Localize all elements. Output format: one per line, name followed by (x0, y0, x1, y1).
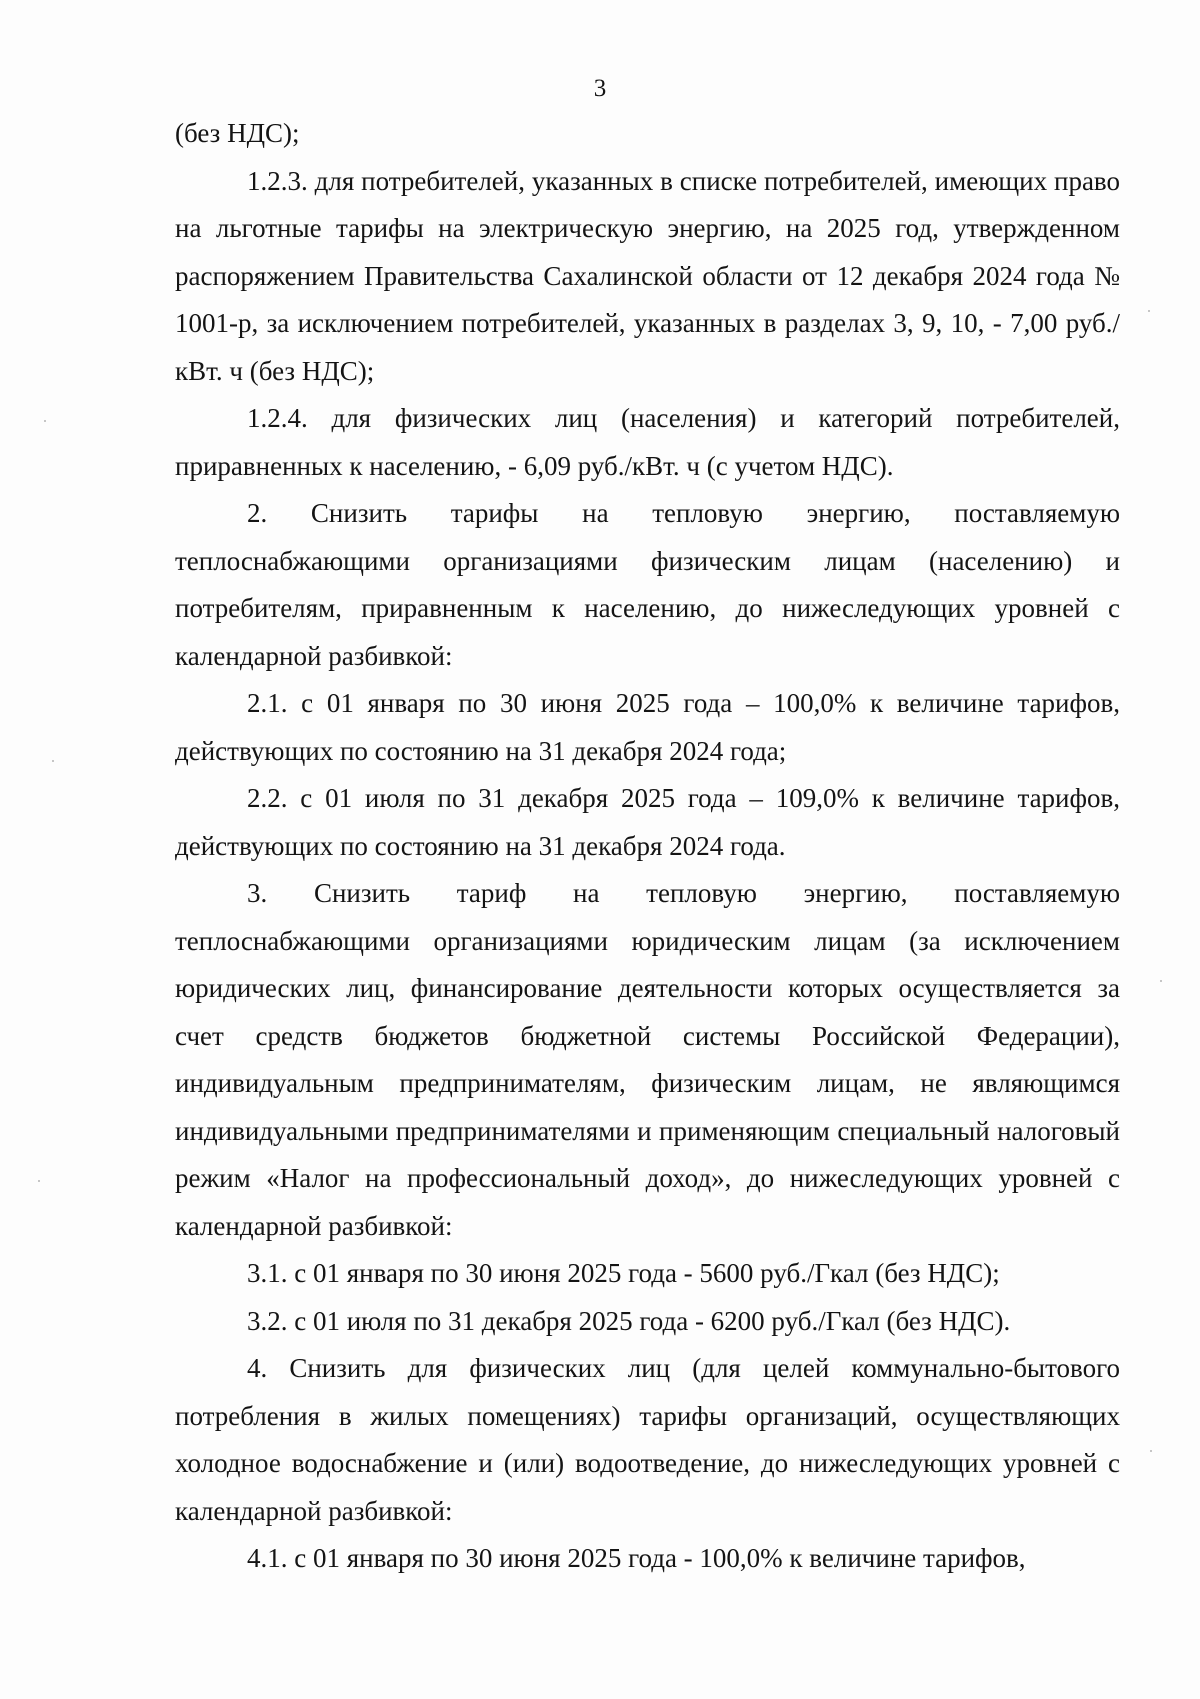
paragraph-2: 2. Снизить тарифы на тепловую энергию, поставляемую теплоснабжающими организациями физическим лицам (населению) и потребителям, приравненным к населению, до нижеследующих уровней с календарной разбивкой: (175, 498, 1120, 671)
paragraph-3-2: 3.2. с 01 июля по 31 декабря 2025 года - 6200 руб./Гкал (без НДС). (247, 1305, 1011, 1336)
paragraph-4-1: 4.1. с 01 января по 30 июня 2025 года - 100,0% к величине тарифов, (247, 1543, 1026, 1573)
paragraph-4: 4. Снизить для физических лиц (для целей коммунально-бытового потребления в жилых помещениях) тарифы организаций, осуществляющих холодное водоснабжение и (или) водоотведение, до нижеследующих уровней с календарной разбивкой: (175, 1353, 1120, 1526)
scan-speck (1150, 1450, 1152, 1452)
paragraph-vat-continuation: (без НДС); (175, 118, 300, 148)
scan-speck (52, 760, 54, 762)
paragraph-3: 3. Снизить тариф на тепловую энергию, поставляемую теплоснабжающими организациями юридическим лицам (за исключением юридических лиц, финансирование деятельности которых осуществляется за счет средств бюджетов бюджетной системы Российской Федерации), индивидуальным предпринимателям, физическим лицам, не являющимся индивидуальными предпринимателями и применяющим специальный налоговый режим «Налог на профессиональный доход», до нижеследующих уровней с календарной разбивкой: (175, 878, 1120, 1241)
document-body (175, 110, 1120, 1583)
scan-speck (44, 420, 46, 422)
scan-speck (1160, 980, 1162, 982)
paragraph-2-2: 2.2. с 01 июля по 31 декабря 2025 года – 109,0% к величине тарифов, действующих по состоянию на 31 декабря 2024 года. (175, 783, 1120, 861)
scan-speck (1148, 310, 1150, 312)
scan-speck (38, 1180, 40, 1182)
paragraph-2-1: 2.1. с 01 января по 30 июня 2025 года – 100,0% к величине тарифов, действующих по состоянию на 31 декабря 2024 года; (175, 688, 1120, 766)
page-number: 3 (593, 75, 607, 102)
paragraph-1-2-4: 1.2.4. для физических лиц (населения) и категорий потребителей, приравненных к населению, - 6,09 руб./кВт. ч (с учетом НДС). (175, 403, 1120, 481)
paragraph-1-2-3: 1.2.3. для потребителей, указанных в списке потребителей, имеющих право на льготные тарифы на электрическую энергию, на 2025 год, утвержденном распоряжением Правительства Сахалинской области от 12 декабря 2024 года № 1001-р, за исключением потребителей, указанных в разделах 3, 9, 10, - 7,00 руб./кВт. ч (без НДС); (175, 165, 1120, 386)
paragraph-3-1: 3.1. с 01 января по 30 июня 2025 года - 5600 руб./Гкал (без НДС); (247, 1258, 1000, 1288)
